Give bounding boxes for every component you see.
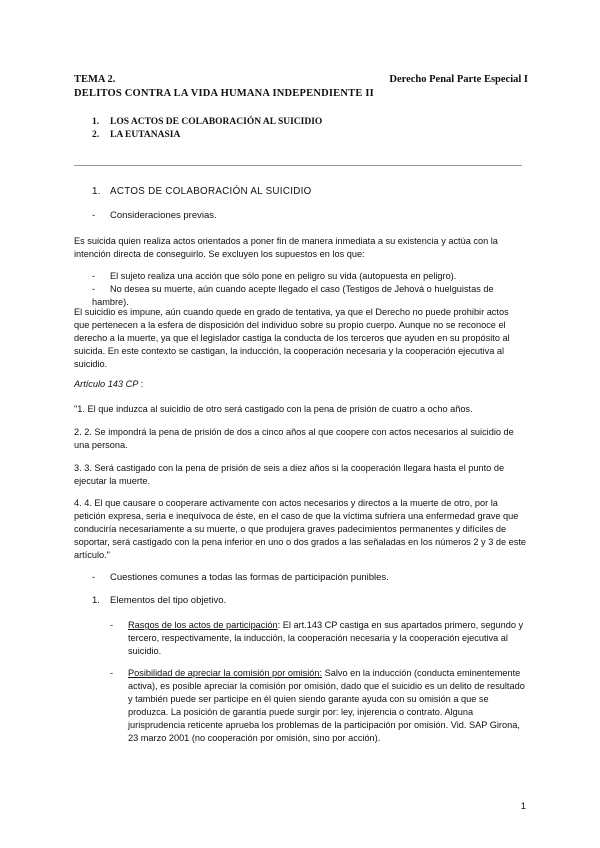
article-label: Artículo 143 CP :	[74, 379, 144, 389]
header-subtitle: DELITOS CONTRA LA VIDA HUMANA INDEPENDIENTE II	[74, 88, 374, 99]
header-tema: TEMA 2.	[74, 74, 116, 85]
header-course: Derecho Penal Parte Especial I	[389, 74, 528, 85]
bullet-item: - No desea su muerte, aún cuando acepte llegado el caso (Testigos de Jehová o huelguistas de hambre).	[92, 284, 494, 307]
article-paragraph-3: 3. 3. Será castigado con la pena de prisión de seis a diez años si la cooperación llegara hasta el punto de ejecutar la muerte.	[74, 463, 505, 486]
dash-item-common-questions: - Cuestiones comunes a todas las formas de participación punibles.	[92, 572, 389, 583]
numbered-item-elements: 1. Elementos del tipo objetivo.	[92, 595, 227, 606]
section-heading: 1. ACTOS DE COLABORACIÓN AL SUICIDIO	[92, 186, 312, 197]
paragraph-impunity: El suicidio es impune, aún cuando quede en grado de tentativa, ya que el Derecho no puede prohibir actos que pertenecen a la esfera de disposición del individuo sobre su propio cuerpo. Aunque no se reconoce el derecho a la muerte, ya que el legislador castiga la conducta de los terceros que ayuden en su propósito al suicida. En este contexto se castigan, la inducción, la cooperación necesaria y la cooperación ejecutiva al suicidio.	[74, 307, 510, 369]
page-number: 1	[520, 801, 526, 812]
sub-item-omission: - Posibilidad de apreciar la comisión por omisión: Salvo en la inducción (conducta eminentemente activa), es posible apreciar la comisión por omisión, dado que el suicidio es un delito de resultado y también puede ser participe en él quien siendo garante ayuda con su omisión a que se produzca. La posición de garantía puede surgir por: ley, injerencia o contrato. Alguna jurisprudencia reticente aprueba los problemas de la participación por omisión. Vid. SAP Girona, 23 marzo 2001 (no cooperación por omisión, sino por acción).	[110, 668, 525, 743]
toc-item: 2. LA EUTANASIA	[92, 130, 181, 140]
article-paragraph-4: 4. 4. El que causare o cooperare activamente con actos necesarios y directos a la muerte de otro, por la petición expresa, seria e inequívoca de éste, en el caso de que la víctima sufriera una enfermedad grave que conduciría necesariamente a su muerte, o que produjera graves padecimientos permanentes y difíciles de soportar, será castigado con la pena inferior en uno o dos grados a las señaladas en los números 2 y 3 de este artículo."	[74, 498, 527, 560]
bullet-item: - El sujeto realiza una acción que sólo pone en peligro su vida (autopuesta en peligro).	[92, 271, 457, 281]
sub-item-participation-traits: - Rasgos de los actos de participación: El art.143 CP castiga en sus apartados primero, segundo y tercero, respectivamente, la inducción, la cooperación necesaria y la cooperación ejecutiva al suicidio.	[110, 620, 524, 656]
horizontal-divider	[74, 165, 522, 166]
dash-item-considerations: - Consideraciones previas.	[92, 210, 217, 221]
article-paragraph-2: 2. 2. Se impondrá la pena de prisión de dos a cinco años al que coopere con actos necesarios al suicidio de una persona.	[74, 427, 514, 450]
article-paragraph-1: "1. El que induzca al suicidio de otro será castigado con la pena de prisión de cuatro a ocho años.	[74, 404, 473, 414]
toc-item: 1. LOS ACTOS DE COLABORACIÓN AL SUICIDIO	[92, 117, 323, 127]
table-of-contents	[92, 116, 322, 142]
paragraph-suicide-definition: Es suicida quien realiza actos orientados a poner fin de manera inmediata a su existencia y actúa con la intención directa de conseguirlo. Se excluyen los supuestos en los que:	[74, 236, 498, 259]
